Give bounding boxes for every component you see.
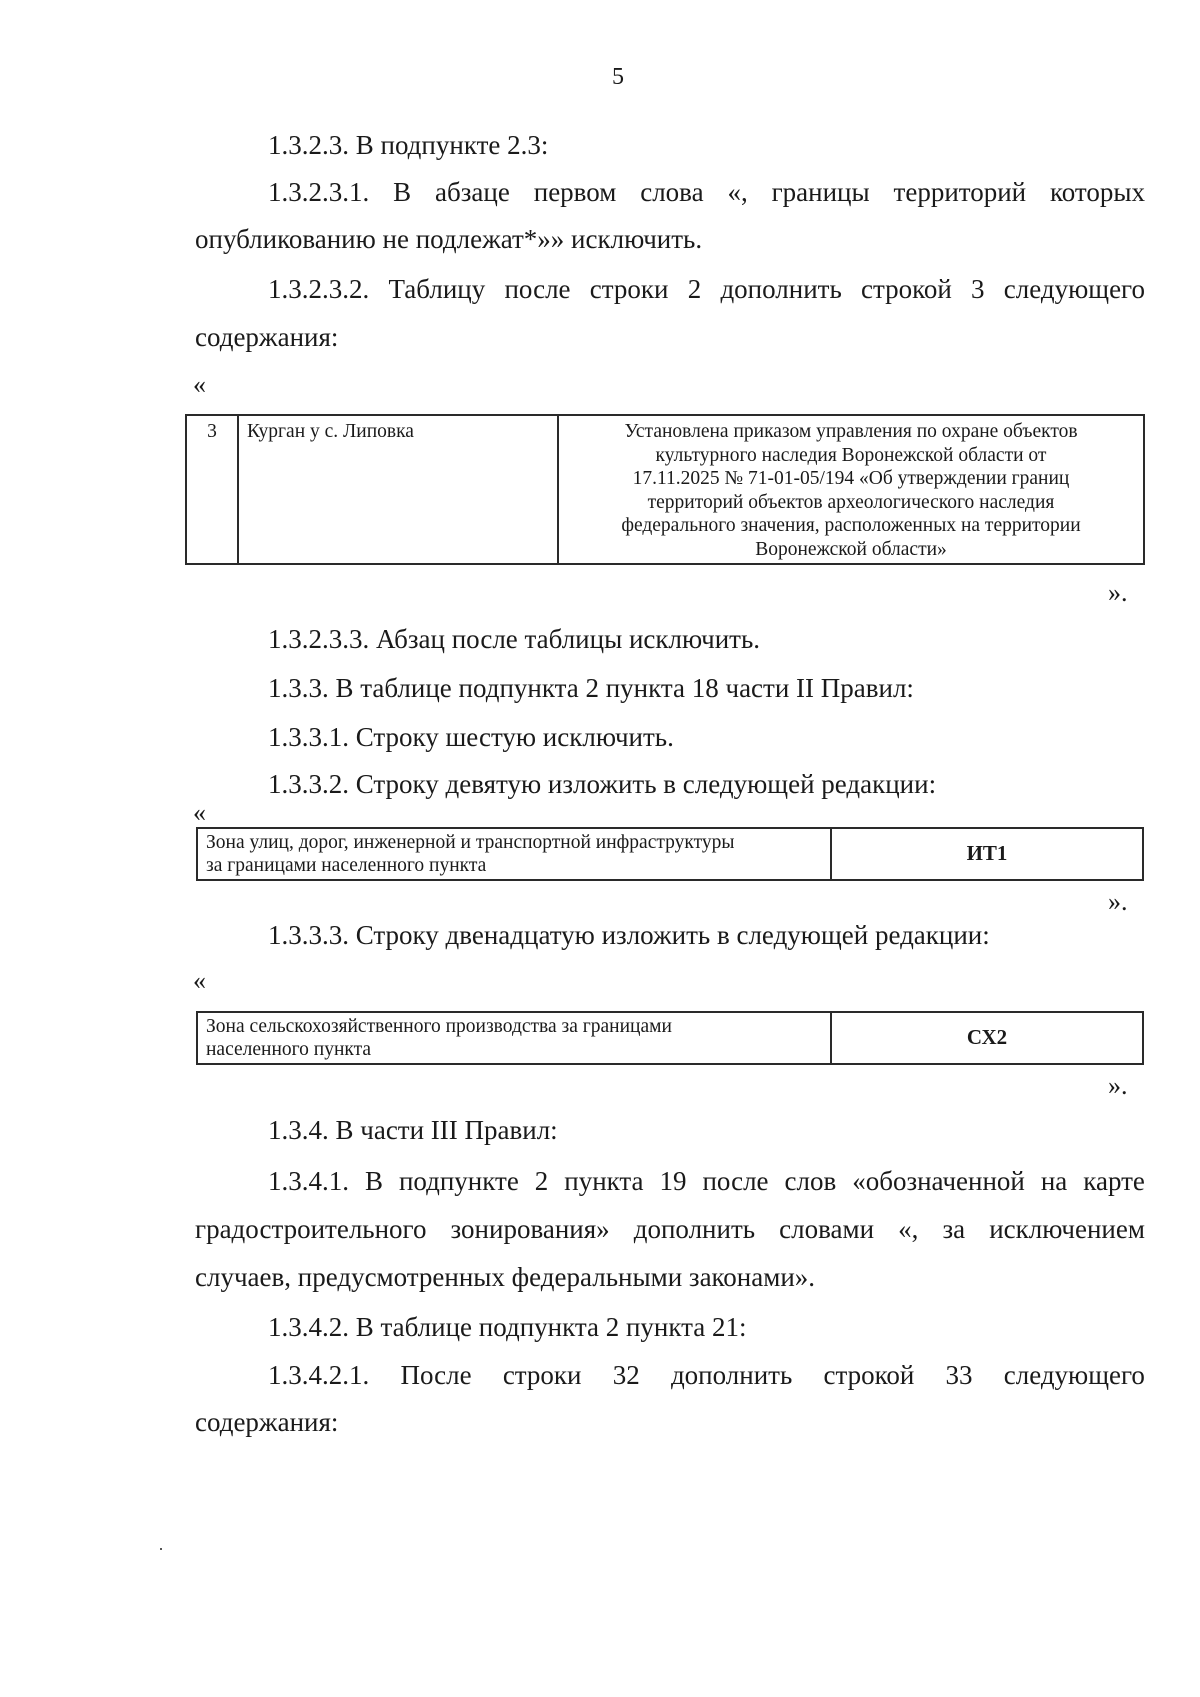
paragraph-1-3-2-3-2-line2: содержания: (195, 322, 339, 352)
word: дополнить (670, 1360, 793, 1390)
zone-code-cell: ИТ1 (831, 828, 1143, 880)
paragraph-1-3-4-1-line1 (268, 1164, 1145, 1198)
table-insert-row-3 (185, 414, 1145, 565)
word: Таблицу (388, 274, 486, 304)
word: первом (533, 177, 617, 207)
word: границы (771, 177, 870, 207)
word: которых (1050, 177, 1145, 207)
paragraph-1-3-3: 1.3.3. В таблице подпункта 2 пункта 18 части II Правил: (268, 673, 914, 703)
word: исключением (989, 1214, 1145, 1244)
paragraph-1-3-2-3-1-line1 (268, 175, 1145, 209)
word: 19 (659, 1166, 687, 1196)
open-quote-1: « (193, 370, 206, 399)
paragraph-1-3-3-2: 1.3.3.2. Строку девятую изложить в следующей редакции: (268, 769, 937, 799)
word: 1.3.4.2.1. (268, 1360, 370, 1390)
word: дополнить (720, 274, 842, 304)
table-row-twelfth (196, 1011, 1144, 1065)
word: строкой (861, 274, 952, 304)
word: территорий (893, 177, 1027, 207)
word: 1.3.2.3.2. (268, 274, 370, 304)
word: В (393, 177, 412, 207)
zone-name-cell: Зона улиц, дорог, инженерной и транспортной инфраструктуры за границами населенного пункта (197, 828, 831, 880)
word: 32 (612, 1360, 640, 1390)
paragraph-1-3-4-2-1-line1 (268, 1358, 1145, 1392)
open-quote-3: « (193, 966, 206, 995)
word: пункта (564, 1166, 644, 1196)
paragraph-1-3-4: 1.3.4. В части III Правил: (268, 1115, 558, 1145)
page-number: 5 (612, 64, 624, 90)
paragraph-1-3-3-3: 1.3.3.3. Строку двенадцатую изложить в следующей редакции: (268, 920, 990, 950)
table-row (186, 415, 1144, 564)
word: 1.3.2.3.1. (268, 177, 370, 207)
paragraph-1-3-4-1-line2 (195, 1212, 1145, 1246)
word: 1.3.4.1. (268, 1166, 349, 1196)
table-cell-object-name: Курган у с. Липовка (238, 415, 558, 564)
table-cell-number: 3 (186, 415, 238, 564)
word: 2 (534, 1166, 549, 1196)
paragraph-1-3-3-1: 1.3.3.1. Строку шестую исключить. (268, 722, 674, 752)
word: подпункте (398, 1166, 519, 1196)
word: после (504, 274, 571, 304)
paragraph-1-3-4-2: 1.3.4.2. В таблице подпункта 2 пункта 21: (268, 1312, 747, 1342)
word: следующего (1003, 1360, 1145, 1390)
paragraph-1-3-2-3-1-line2: опубликованию не подлежат*»» исключить. (195, 224, 703, 254)
word: В (364, 1166, 383, 1196)
table-row (197, 1012, 1143, 1064)
zone-code-cell: СХ2 (831, 1012, 1143, 1064)
close-quote-2: ». (1108, 887, 1128, 916)
table-cell-basis: Установлена приказом управления по охране объектов культурного наследия Воронежской области от 17.11.2025 № 71-01-05/194 «Об утверждении границ территорий объектов археологического наследия федерального значения, расположенных на территории Воронежской области» (558, 415, 1144, 564)
word: «обозначенной (852, 1166, 1025, 1196)
word: «, (898, 1214, 919, 1244)
word: словами (779, 1214, 875, 1244)
word: После (400, 1360, 472, 1390)
paragraph-1-3-4-1-line3: случаев, предусмотренных федеральными законами». (195, 1262, 816, 1292)
word: 33 (945, 1360, 973, 1390)
scan-speck (160, 1548, 162, 1550)
word: слов (784, 1166, 837, 1196)
paragraph-1-3-2-3-2-line1 (268, 272, 1145, 306)
word: 2 (687, 274, 702, 304)
table-row-ninth (196, 827, 1144, 881)
close-quote-1: ». (1108, 578, 1128, 607)
zone-name-cell: Зона сельскохозяйственного производства за границами населенного пункта (197, 1012, 831, 1064)
open-quote-2: « (193, 798, 206, 827)
word: строкой (823, 1360, 915, 1390)
word: «, (727, 177, 748, 207)
word: строки (589, 274, 669, 304)
paragraph-1-3-4-2-1-line2: содержания: (195, 1407, 339, 1437)
paragraph-1-3-2-3: 1.3.2.3. В подпункте 2.3: (268, 130, 549, 160)
word: 3 (971, 274, 985, 304)
paragraph-1-3-2-3-3: 1.3.2.3.3. Абзац после таблицы исключить. (268, 624, 761, 654)
word: дополнить (633, 1214, 756, 1244)
word: карте (1083, 1166, 1145, 1196)
word: зонирования» (450, 1214, 610, 1244)
word: градостроительного (195, 1214, 427, 1244)
word: на (1040, 1166, 1068, 1196)
word: строки (502, 1360, 582, 1390)
word: следующего (1003, 274, 1145, 304)
word: после (702, 1166, 769, 1196)
word: слова (640, 177, 704, 207)
word: за (942, 1214, 966, 1244)
close-quote-3: ». (1108, 1071, 1128, 1100)
table-row (197, 828, 1143, 880)
word: абзаце (435, 177, 510, 207)
